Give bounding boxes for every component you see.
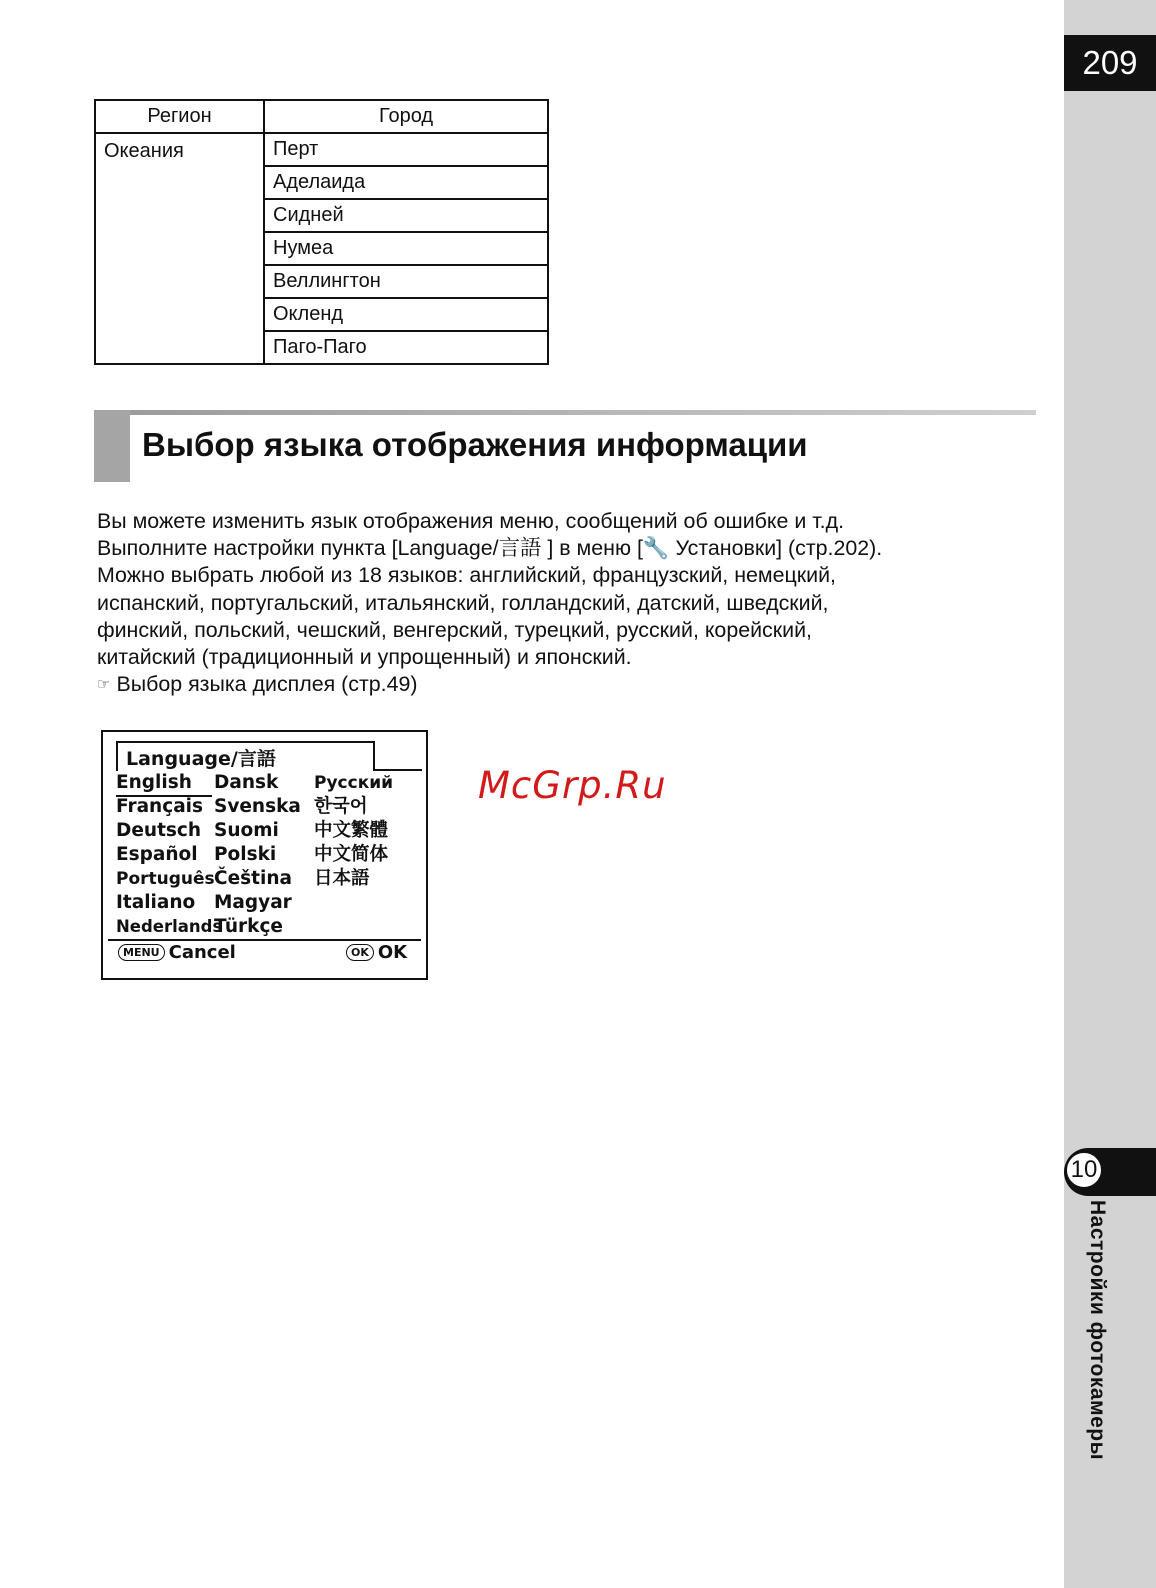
city-cell: Аделаида	[264, 166, 548, 199]
language-option-magyar[interactable]: Magyar	[214, 892, 292, 913]
menu-button-icon: MENU	[118, 944, 165, 961]
heading-marker	[94, 410, 130, 482]
heading-rule	[94, 410, 1036, 415]
ok-button-icon: OK	[346, 944, 374, 961]
ok-button[interactable]	[346, 942, 407, 963]
language-option-chinese-simplified[interactable]: 中文简体	[314, 844, 389, 865]
city-table	[94, 99, 549, 365]
body-line: Вы можете изменить язык отображения меню, сообщений об ошибке и т.д.	[97, 509, 845, 533]
language-option-polski[interactable]: Polski	[214, 844, 277, 865]
chapter-number: 10	[1065, 1151, 1103, 1189]
page-number: 209	[1082, 44, 1138, 81]
city-cell: Веллингтон	[264, 265, 548, 298]
language-option-deutsch[interactable]: Deutsch	[116, 820, 202, 841]
section-body	[97, 508, 1037, 698]
reference-text: Выбор языка дисплея (стр.49)	[116, 672, 418, 697]
reference-line	[97, 671, 1037, 698]
screen-divider	[108, 939, 421, 941]
body-line: финский, польский, чешский, венгерский, турецкий, русский, корейский,	[97, 617, 812, 642]
language-option-korean[interactable]: 한국어	[314, 796, 368, 817]
city-cell: Сидней	[264, 199, 548, 232]
language-option-cestina[interactable]: Čeština	[214, 868, 292, 889]
city-cell: Перт	[264, 133, 548, 166]
language-option-russian[interactable]: Русский	[314, 773, 394, 793]
language-option-english[interactable]: English	[116, 771, 212, 797]
language-option-turkce[interactable]: Türkçe	[214, 916, 283, 937]
header-region: Регион	[95, 100, 264, 133]
language-option-chinese-traditional[interactable]: 中文繁體	[314, 820, 389, 841]
language-option-svenska[interactable]: Svenska	[214, 796, 301, 817]
section-title: Выбор языка отображения информации	[142, 426, 808, 463]
table-header-row	[95, 100, 548, 133]
language-option-francais[interactable]: Français	[116, 796, 204, 817]
header-city: Город	[264, 100, 548, 133]
cancel-button[interactable]	[118, 942, 236, 963]
language-option-espanol[interactable]: Español	[116, 844, 198, 865]
language-option-portugues[interactable]: Português	[116, 869, 215, 889]
city-cell: Нумеа	[264, 232, 548, 265]
cancel-label: Cancel	[168, 942, 236, 963]
language-option-nederlands[interactable]: Nederlands	[116, 917, 223, 936]
body-line: Выполните настройки пункта [Language/言語 ] в меню [🔧 Установки] (стр.202).	[97, 536, 883, 561]
language-option-dansk[interactable]: Dansk	[214, 772, 279, 793]
language-option-italiano[interactable]: Italiano	[116, 892, 196, 913]
chapter-title: Настройки фотокамеры	[1086, 1200, 1109, 1461]
body-line: китайский (традиционный и упрощенный) и японский.	[97, 645, 632, 670]
language-option-suomi[interactable]: Suomi	[214, 820, 279, 841]
language-option-japanese[interactable]: 日本語	[314, 868, 370, 889]
watermark: McGrp.Ru	[478, 764, 667, 807]
body-line: испанский, португальский, итальянский, голландский, датский, шведский,	[97, 590, 829, 615]
city-cell: Паго-Паго	[264, 331, 548, 364]
ok-label: OK	[377, 942, 408, 963]
body-line: Можно выбрать любой из 18 языков: английский, французский, немецкий,	[97, 563, 836, 588]
region-cell: Океания	[95, 133, 264, 364]
pointing-hand-icon: ☞	[97, 676, 111, 694]
city-cell: Окленд	[264, 298, 548, 331]
table-row	[95, 133, 548, 166]
language-tab-title: Language/言語	[126, 748, 276, 770]
